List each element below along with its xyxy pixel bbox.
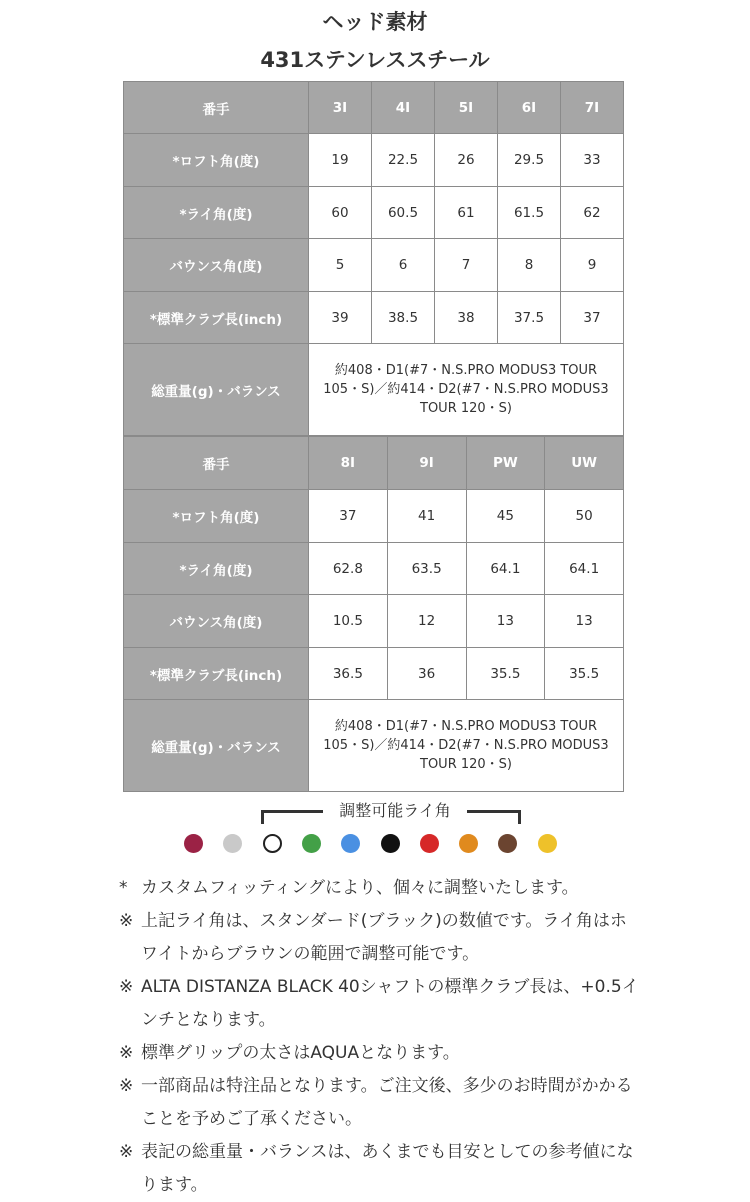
- table-row: [124, 187, 624, 239]
- notes-list: [119, 872, 639, 1202]
- note-mark: *: [119, 878, 128, 898]
- head-material-heading: ヘッド素材: [322, 10, 428, 34]
- row-label: *ライ角(度): [124, 187, 309, 239]
- table-row: [124, 543, 624, 595]
- note-mark: ※: [119, 977, 134, 997]
- spec-table-1: [123, 81, 624, 436]
- table-cell: 62.8: [309, 543, 388, 595]
- table-cell: 5: [309, 239, 372, 292]
- note-mark: ※: [119, 1142, 134, 1162]
- table-cell: 29.5: [498, 134, 561, 187]
- note-item: [119, 1136, 639, 1202]
- note-item: [119, 905, 639, 971]
- note-item: [119, 1037, 639, 1070]
- table-row: [124, 595, 624, 648]
- table-cell: 36.5: [309, 648, 388, 700]
- table-cell: 38.5: [372, 292, 435, 344]
- color-swatch-icon: [263, 834, 282, 853]
- table-row: [124, 292, 624, 344]
- club-number-header: 番手: [124, 437, 309, 490]
- table-cell: 37: [561, 292, 624, 344]
- note-mark: ※: [119, 1043, 134, 1063]
- table-cell: 13: [466, 595, 545, 648]
- table-cell: 10.5: [309, 595, 388, 648]
- color-swatch-icon: [184, 834, 203, 853]
- column-header: 6I: [498, 82, 561, 134]
- row-label: 総重量(g)・バランス: [124, 344, 309, 436]
- table-row: [124, 490, 624, 543]
- color-swatch-icon: [302, 834, 321, 853]
- color-swatch-icon: [498, 834, 517, 853]
- table-cell: 64.1: [466, 543, 545, 595]
- table-cell: 13: [545, 595, 624, 648]
- weight-balance-value: 約408・D1(#7・N.S.PRO MODUS3 TOUR 105・S)／約414・D2(#7・N.S.PRO MODUS3 TOUR 120・S): [309, 344, 624, 436]
- table-cell: 35.5: [466, 648, 545, 700]
- row-label: 総重量(g)・バランス: [124, 700, 309, 792]
- table-cell: 45: [466, 490, 545, 543]
- color-swatch-icon: [420, 834, 439, 853]
- spec-table-2: [123, 436, 624, 792]
- column-header: 5I: [435, 82, 498, 134]
- row-label: *標準クラブ長(inch): [124, 292, 309, 344]
- table-row: [124, 700, 624, 792]
- note-text: 一部商品は特注品となります。ご注文後、多少のお時間がかかることを予めご了承ください。: [141, 1076, 633, 1129]
- column-header: PW: [466, 437, 545, 490]
- column-header: 8I: [309, 437, 388, 490]
- note-item: [119, 1070, 639, 1136]
- table-cell: 64.1: [545, 543, 624, 595]
- bracket-left-icon: [261, 810, 323, 824]
- table-header-row: [124, 437, 624, 490]
- adjustable-lie-angle-text: 調整可能ライ角: [339, 801, 451, 820]
- row-label: *ロフト角(度): [124, 490, 309, 543]
- note-item: [119, 872, 639, 905]
- color-swatch-icon: [223, 834, 242, 853]
- note-text: ALTA DISTANZA BLACK 40シャフトの標準クラブ長は、+0.5インチとなります。: [141, 977, 639, 1030]
- bracket-right-icon: [467, 810, 521, 824]
- table-row: [124, 344, 624, 436]
- column-header: 7I: [561, 82, 624, 134]
- table-cell: 61.5: [498, 187, 561, 239]
- color-swatch-icon: [459, 834, 478, 853]
- table-cell: 36: [387, 648, 466, 700]
- table-row: [124, 648, 624, 700]
- note-text: 表記の総重量・バランスは、あくまでも目安としての参考値になります。: [141, 1142, 634, 1195]
- table-cell: 62: [561, 187, 624, 239]
- table-cell: 22.5: [372, 134, 435, 187]
- table-cell: 19: [309, 134, 372, 187]
- row-label: バウンス角(度): [124, 595, 309, 648]
- table-cell: 37: [309, 490, 388, 543]
- table-cell: 50: [545, 490, 624, 543]
- table-cell: 61: [435, 187, 498, 239]
- note-mark: ※: [119, 911, 134, 931]
- table-cell: 60: [309, 187, 372, 239]
- weight-balance-value: 約408・D1(#7・N.S.PRO MODUS3 TOUR 105・S)／約414・D2(#7・N.S.PRO MODUS3 TOUR 120・S): [309, 700, 624, 792]
- table-cell: 38: [435, 292, 498, 344]
- color-swatch-icon: [341, 834, 360, 853]
- table-cell: 8: [498, 239, 561, 292]
- table-cell: 37.5: [498, 292, 561, 344]
- note-text: 標準グリップの太さはAQUAとなります。: [141, 1043, 460, 1063]
- table-cell: 41: [387, 490, 466, 543]
- row-label: バウンス角(度): [124, 239, 309, 292]
- table-cell: 26: [435, 134, 498, 187]
- table-cell: 33: [561, 134, 624, 187]
- row-label: *標準クラブ長(inch): [124, 648, 309, 700]
- table-cell: 60.5: [372, 187, 435, 239]
- note-text: カスタムフィッティングにより、個々に調整いたします。: [141, 878, 579, 898]
- table-header-row: [124, 82, 624, 134]
- note-text: 上記ライ角は、スタンダード(ブラック)の数値です。ライ角はホワイトからブラウンの範囲で調整可能です。: [141, 911, 627, 964]
- column-header: 3I: [309, 82, 372, 134]
- column-header: 4I: [372, 82, 435, 134]
- color-swatch-icon: [381, 834, 400, 853]
- table-cell: 12: [387, 595, 466, 648]
- table-row: [124, 239, 624, 292]
- row-label: *ライ角(度): [124, 543, 309, 595]
- adjustable-lie-angle-label: [255, 800, 527, 826]
- table-cell: 9: [561, 239, 624, 292]
- table-cell: 35.5: [545, 648, 624, 700]
- head-material-value: 431ステンレススチール: [260, 48, 490, 72]
- note-mark: ※: [119, 1076, 134, 1096]
- table-cell: 6: [372, 239, 435, 292]
- row-label: *ロフト角(度): [124, 134, 309, 187]
- table-cell: 63.5: [387, 543, 466, 595]
- table-cell: 39: [309, 292, 372, 344]
- club-number-header: 番手: [124, 82, 309, 134]
- table-cell: 7: [435, 239, 498, 292]
- column-header: 9I: [387, 437, 466, 490]
- color-swatch-icon: [538, 834, 557, 853]
- note-item: [119, 971, 639, 1037]
- table-row: [124, 134, 624, 187]
- column-header: UW: [545, 437, 624, 490]
